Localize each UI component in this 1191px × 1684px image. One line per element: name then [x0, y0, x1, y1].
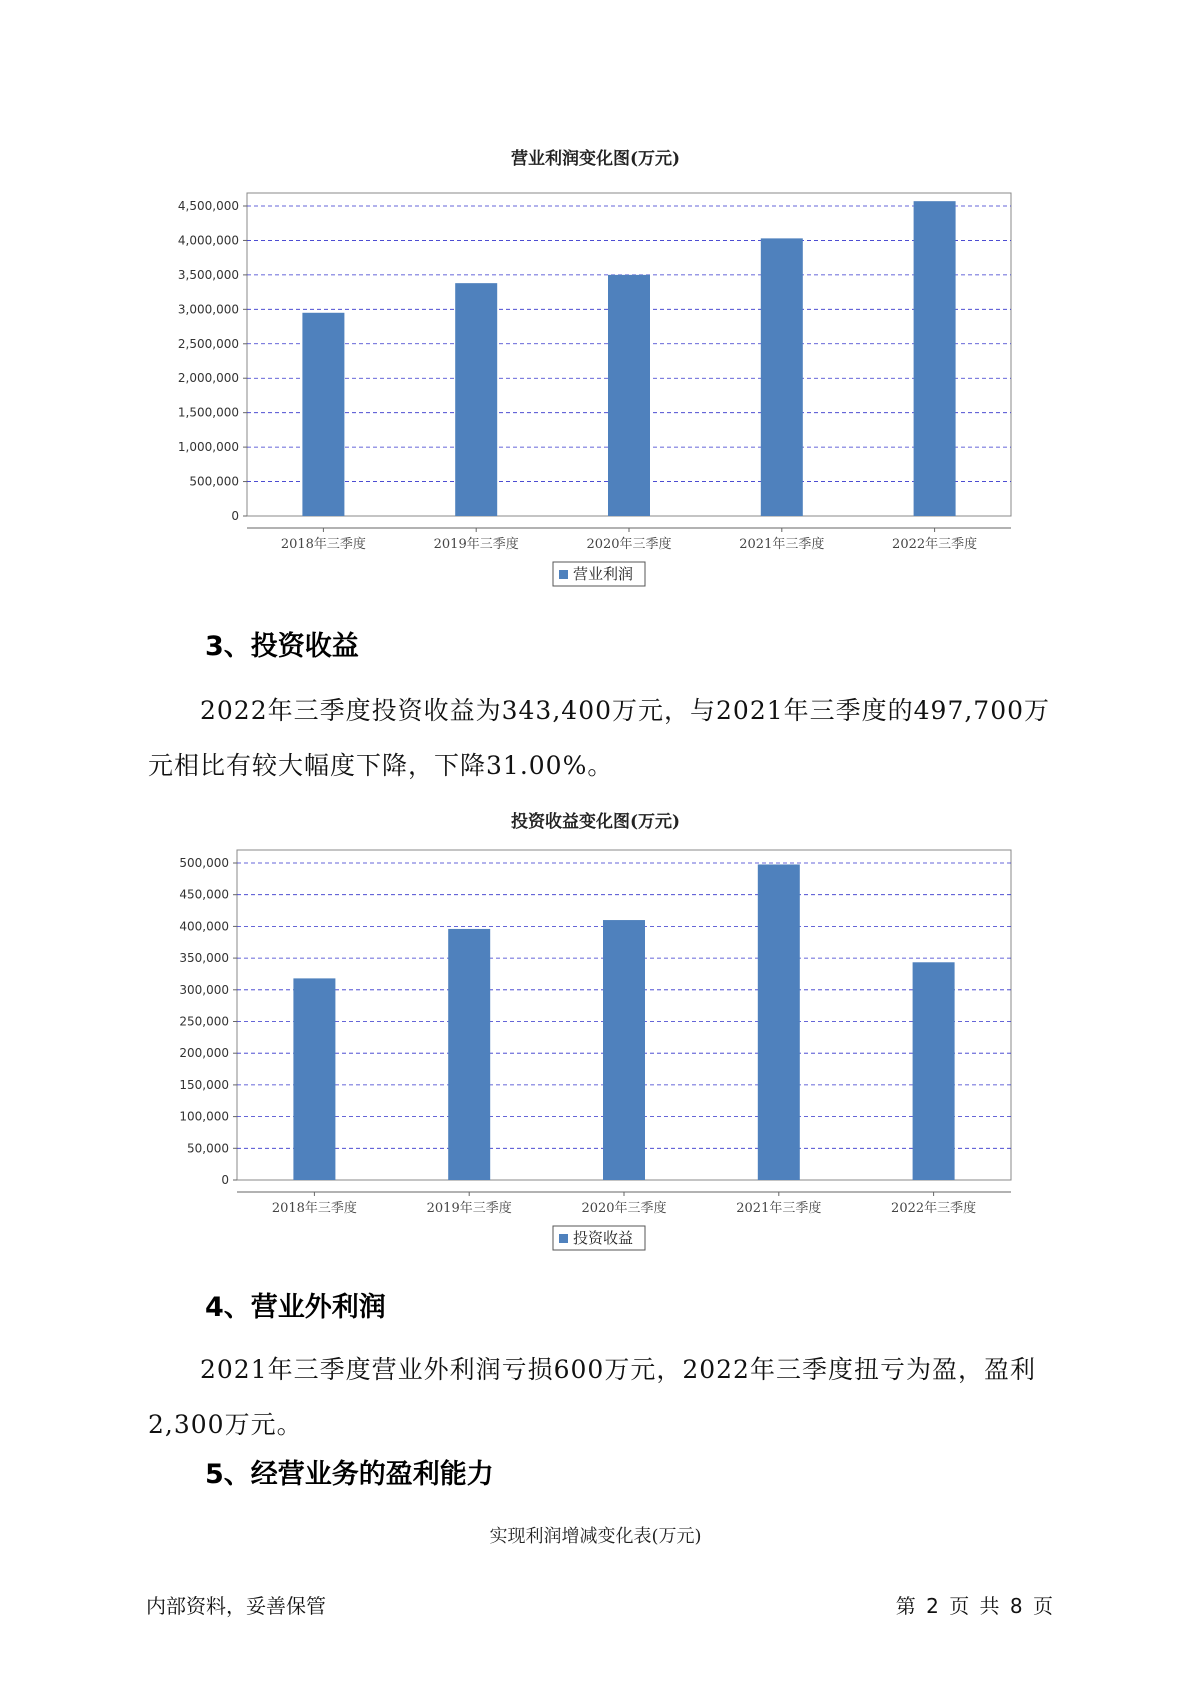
y-tick-label: 0 — [221, 1173, 229, 1187]
legend-label: 营业利润 — [573, 565, 634, 583]
y-tick-label: 100,000 — [179, 1109, 229, 1124]
y-tick-label: 3,000,000 — [177, 302, 239, 317]
bar — [913, 962, 955, 1180]
y-tick-label: 1,500,000 — [177, 405, 239, 420]
footer-confidential-note: 内部资料，妥善保管 — [146, 1594, 326, 1618]
section4-paragraph: 2021年三季度营业外利润亏损600万元，2022年三季度扭亏为盈，盈利2,300万元。 — [148, 1355, 1036, 1439]
y-tick-label: 500,000 — [179, 856, 229, 870]
table-caption: 实现利润增减变化表(万元) — [489, 1526, 702, 1547]
x-tick-label: 2019年三季度 — [433, 537, 519, 552]
x-tick-label: 2022年三季度 — [891, 1201, 977, 1216]
section5-heading: 5、经营业务的盈利能力 — [205, 1459, 494, 1490]
y-tick-label: 150,000 — [179, 1077, 229, 1092]
y-tick-label: 2,500,000 — [177, 336, 239, 351]
chart2-title: 投资收益变化图(万元) — [510, 812, 681, 832]
bar — [603, 920, 645, 1180]
legend-swatch — [559, 1234, 568, 1243]
y-tick-label: 200,000 — [179, 1046, 229, 1061]
y-tick-label: 2,000,000 — [177, 371, 239, 386]
y-tick-label: 0 — [231, 509, 239, 523]
x-tick-label: 2018年三季度 — [271, 1201, 357, 1216]
y-tick-label: 1,000,000 — [177, 440, 239, 455]
chart1-title: 营业利润变化图(万元) — [510, 149, 681, 169]
y-tick-label: 250,000 — [179, 1014, 229, 1029]
x-tick-label: 2020年三季度 — [581, 1201, 667, 1216]
y-tick-label: 50,000 — [187, 1141, 229, 1156]
x-tick-label: 2020年三季度 — [586, 537, 672, 552]
footer-page-number: 第 2 页 共 8 页 — [895, 1594, 1053, 1618]
bar — [758, 864, 800, 1180]
x-tick-label: 2019年三季度 — [426, 1201, 512, 1216]
y-tick-label: 400,000 — [179, 919, 229, 934]
y-tick-label: 450,000 — [179, 887, 229, 902]
x-tick-label: 2022年三季度 — [892, 537, 978, 552]
y-tick-label: 500,000 — [189, 474, 239, 489]
y-tick-label: 4,000,000 — [177, 233, 239, 248]
x-tick-label: 2021年三季度 — [739, 537, 825, 552]
legend-label: 投资收益 — [573, 1229, 634, 1247]
bar — [448, 929, 490, 1180]
x-tick-label: 2018年三季度 — [280, 537, 366, 552]
y-tick-label: 300,000 — [179, 982, 229, 997]
section3-paragraph: 2022年三季度投资收益为343,400万元，与2021年三季度的497,700万元相比有较大幅度下降，下降31.00%。 — [148, 696, 1051, 780]
bar — [293, 978, 335, 1180]
y-tick-label: 350,000 — [179, 951, 229, 966]
x-tick-label: 2021年三季度 — [736, 1201, 822, 1216]
y-tick-label: 3,500,000 — [177, 267, 239, 282]
section4-heading: 4、营业外利润 — [205, 1292, 386, 1323]
section3-heading: 3、投资收益 — [205, 631, 359, 662]
y-tick-label: 4,500,000 — [177, 199, 239, 213]
